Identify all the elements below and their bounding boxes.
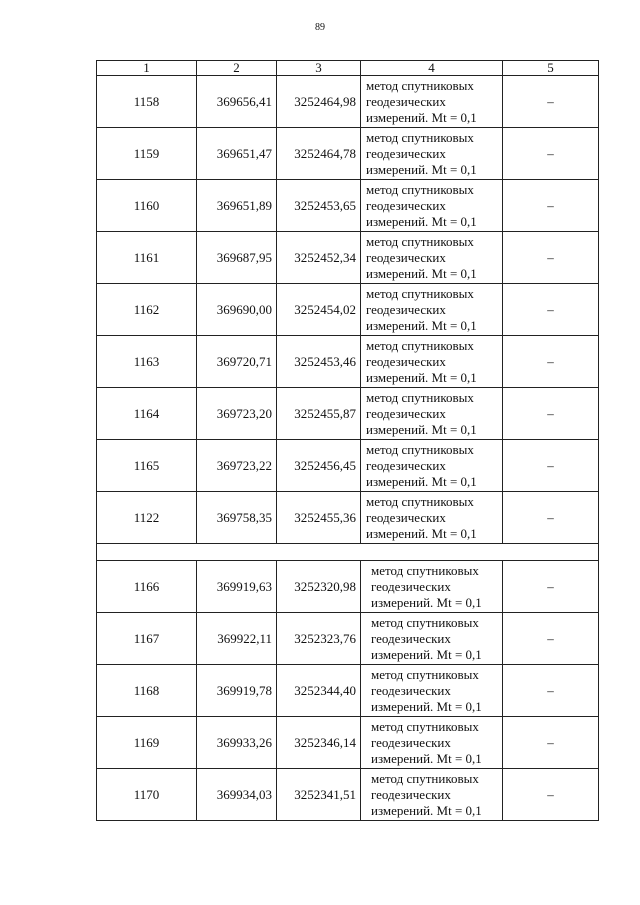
note-cell: – [503, 561, 599, 613]
method-cell: метод спутниковых геодезических измерений. Mt = 0,1 [361, 561, 503, 613]
point-id-cell: 1164 [97, 388, 197, 440]
point-id-cell: 1167 [97, 613, 197, 665]
note-cell: – [503, 769, 599, 821]
point-id-cell: 1158 [97, 76, 197, 128]
point-id-cell: 1163 [97, 336, 197, 388]
separator-cell [97, 544, 599, 561]
note-cell: – [503, 388, 599, 440]
point-id-cell: 1162 [97, 284, 197, 336]
note-cell: – [503, 76, 599, 128]
y-coordinate-cell: 3252454,02 [277, 284, 361, 336]
method-cell: метод спутниковых геодезических измерений. Mt = 0,1 [361, 128, 503, 180]
note-cell: – [503, 665, 599, 717]
point-id-cell: 1168 [97, 665, 197, 717]
x-coordinate-cell: 369656,41 [197, 76, 277, 128]
table-row [97, 665, 599, 717]
x-coordinate-cell: 369919,78 [197, 665, 277, 717]
x-coordinate-cell: 369922,11 [197, 613, 277, 665]
table-row [97, 76, 599, 128]
table-row [97, 492, 599, 544]
y-coordinate-cell: 3252344,40 [277, 665, 361, 717]
note-cell: – [503, 232, 599, 284]
x-coordinate-cell: 369758,35 [197, 492, 277, 544]
header-col-1: 1 [97, 61, 197, 76]
method-cell: метод спутниковых геодезических измерений. Mt = 0,1 [361, 76, 503, 128]
point-id-cell: 1166 [97, 561, 197, 613]
method-cell: метод спутниковых геодезических измерений. Mt = 0,1 [361, 388, 503, 440]
note-cell: – [503, 492, 599, 544]
header-row [97, 61, 599, 76]
header-col-4: 4 [361, 61, 503, 76]
note-cell: – [503, 284, 599, 336]
note-cell: – [503, 180, 599, 232]
point-id-cell: 1170 [97, 769, 197, 821]
table-row [97, 561, 599, 613]
method-cell: метод спутниковых геодезических измерений. Mt = 0,1 [361, 492, 503, 544]
table-row [97, 717, 599, 769]
method-cell: метод спутниковых геодезических измерений. Mt = 0,1 [361, 665, 503, 717]
y-coordinate-cell: 3252453,65 [277, 180, 361, 232]
method-cell: метод спутниковых геодезических измерений. Mt = 0,1 [361, 336, 503, 388]
y-coordinate-cell: 3252346,14 [277, 717, 361, 769]
method-cell: метод спутниковых геодезических измерений. Mt = 0,1 [361, 717, 503, 769]
y-coordinate-cell: 3252320,98 [277, 561, 361, 613]
table-row [97, 336, 599, 388]
y-coordinate-cell: 3252464,78 [277, 128, 361, 180]
table-row [97, 769, 599, 821]
note-cell: – [503, 336, 599, 388]
separator-row [97, 544, 599, 561]
x-coordinate-cell: 369933,26 [197, 717, 277, 769]
y-coordinate-cell: 3252455,87 [277, 388, 361, 440]
y-coordinate-cell: 3252456,45 [277, 440, 361, 492]
method-cell: метод спутниковых геодезических измерений. Mt = 0,1 [361, 232, 503, 284]
note-cell: – [503, 128, 599, 180]
point-id-cell: 1169 [97, 717, 197, 769]
method-cell: метод спутниковых геодезических измерений. Mt = 0,1 [361, 769, 503, 821]
x-coordinate-cell: 369723,20 [197, 388, 277, 440]
y-coordinate-cell: 3252453,46 [277, 336, 361, 388]
table-row [97, 613, 599, 665]
x-coordinate-cell: 369687,95 [197, 232, 277, 284]
x-coordinate-cell: 369690,00 [197, 284, 277, 336]
table-row [97, 128, 599, 180]
header-col-2: 2 [197, 61, 277, 76]
table-row [97, 180, 599, 232]
point-id-cell: 1122 [97, 492, 197, 544]
x-coordinate-cell: 369720,71 [197, 336, 277, 388]
header-col-3: 3 [277, 61, 361, 76]
note-cell: – [503, 440, 599, 492]
note-cell: – [503, 613, 599, 665]
x-coordinate-cell: 369651,47 [197, 128, 277, 180]
point-id-cell: 1161 [97, 232, 197, 284]
coordinates-table [96, 60, 599, 821]
table-row [97, 388, 599, 440]
table-row [97, 232, 599, 284]
x-coordinate-cell: 369919,63 [197, 561, 277, 613]
y-coordinate-cell: 3252452,34 [277, 232, 361, 284]
point-id-cell: 1160 [97, 180, 197, 232]
header-col-5: 5 [503, 61, 599, 76]
point-id-cell: 1165 [97, 440, 197, 492]
method-cell: метод спутниковых геодезических измерений. Mt = 0,1 [361, 613, 503, 665]
point-id-cell: 1159 [97, 128, 197, 180]
table-row [97, 284, 599, 336]
method-cell: метод спутниковых геодезических измерений. Mt = 0,1 [361, 440, 503, 492]
page-number: 89 [315, 22, 325, 33]
table-row [97, 440, 599, 492]
x-coordinate-cell: 369651,89 [197, 180, 277, 232]
method-cell: метод спутниковых геодезических измерений. Mt = 0,1 [361, 284, 503, 336]
y-coordinate-cell: 3252323,76 [277, 613, 361, 665]
method-cell: метод спутниковых геодезических измерений. Mt = 0,1 [361, 180, 503, 232]
y-coordinate-cell: 3252455,36 [277, 492, 361, 544]
note-cell: – [503, 717, 599, 769]
x-coordinate-cell: 369934,03 [197, 769, 277, 821]
y-coordinate-cell: 3252341,51 [277, 769, 361, 821]
y-coordinate-cell: 3252464,98 [277, 76, 361, 128]
x-coordinate-cell: 369723,22 [197, 440, 277, 492]
